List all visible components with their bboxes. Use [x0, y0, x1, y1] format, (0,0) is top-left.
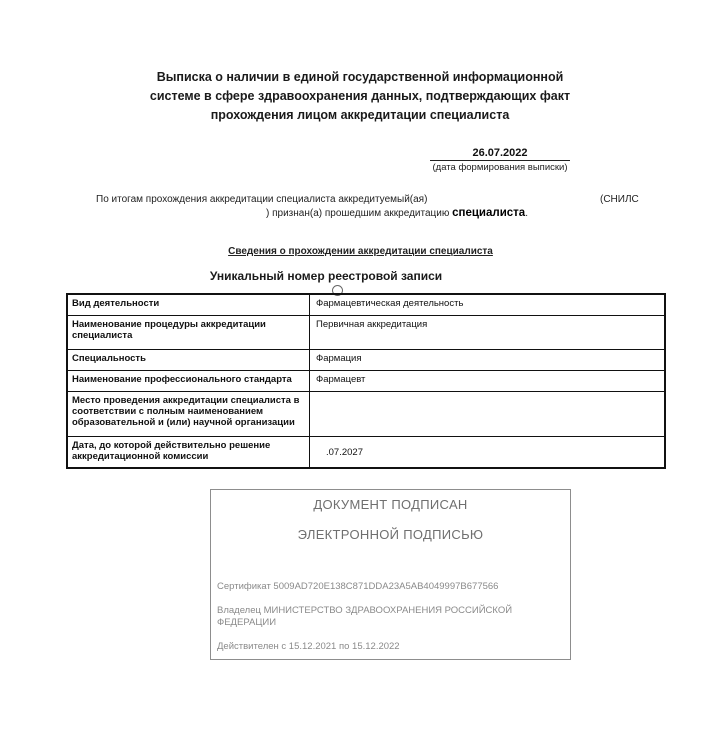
stamp-owner: Владелец МИНИСТЕРСТВО ЗДРАВООХРАНЕНИЯ РОССИЙСКОЙ ФЕДЕРАЦИИ: [217, 605, 513, 628]
stamp-certificate: Сертификат 5009AD720E138C871DDA23A5AB4049997B677566: [217, 581, 499, 592]
row-value: Первичная аккредитация: [310, 315, 666, 349]
row-label: Дата, до которой действительно решение аккредитационной комиссии: [67, 436, 310, 468]
row-value: Фармацевтическая деятельность: [310, 294, 666, 315]
intro-text-2: [266, 207, 528, 219]
issue-date: 26.07.2022: [472, 147, 528, 159]
table-row: [67, 391, 665, 436]
e-signature-stamp: [210, 489, 571, 660]
row-label: Наименование процедуры аккредитации специалиста: [67, 315, 310, 349]
row-label: Наименование профессионального стандарта: [67, 370, 310, 391]
row-value: [310, 436, 666, 468]
accreditation-table: [66, 293, 666, 469]
row-value: Фармация: [310, 349, 666, 370]
title-line-1: Выписка о наличии в единой государственной информационной: [156, 70, 564, 84]
date-block: [420, 146, 580, 174]
snils-label: (СНИЛС: [600, 194, 639, 205]
intro-text-2-strong: специалиста: [452, 207, 526, 219]
title-line-2: системе в сфере здравоохранения данных, подтверждающих факт: [149, 89, 571, 103]
row-label: Вид деятельности: [67, 294, 310, 315]
row-label: Место проведения аккредитации специалиста в соответствии с полным наименованием образовательной и (или) научной организации: [67, 391, 310, 436]
issue-date-caption: (дата формирования выписки): [432, 162, 568, 173]
row-value: [310, 391, 666, 436]
section-heading: Сведения о прохождении аккредитации специалиста: [228, 246, 493, 257]
unique-number-label: Уникальный номер реестровой записи: [209, 269, 443, 283]
table-row: [67, 294, 665, 315]
expiry-date: .07.2027: [326, 446, 363, 458]
table-row: [67, 349, 665, 370]
intro-text-1: По итогам прохождения аккредитации специалиста аккредитуемый(ая): [96, 194, 428, 205]
stamp-heading-2: ЭЛЕКТРОННОЙ ПОДПИСЬЮ: [297, 527, 484, 542]
intro-text-2-end: .: [525, 208, 528, 219]
table-row: [67, 315, 665, 349]
row-value: Фармацевт: [310, 370, 666, 391]
table-row: [67, 436, 665, 468]
table-row: [67, 370, 665, 391]
stamp-validity: Действителен с 15.12.2021 по 15.12.2022: [217, 641, 400, 652]
intro-text-2-main: ) признан(а) прошедшим аккредитацию: [266, 208, 450, 219]
row-label: Специальность: [67, 349, 310, 370]
stamp-heading-1: ДОКУМЕНТ ПОДПИСАН: [313, 497, 468, 512]
title-line-3: прохождения лицом аккредитации специалиста: [210, 108, 510, 122]
document-title: [120, 68, 600, 125]
